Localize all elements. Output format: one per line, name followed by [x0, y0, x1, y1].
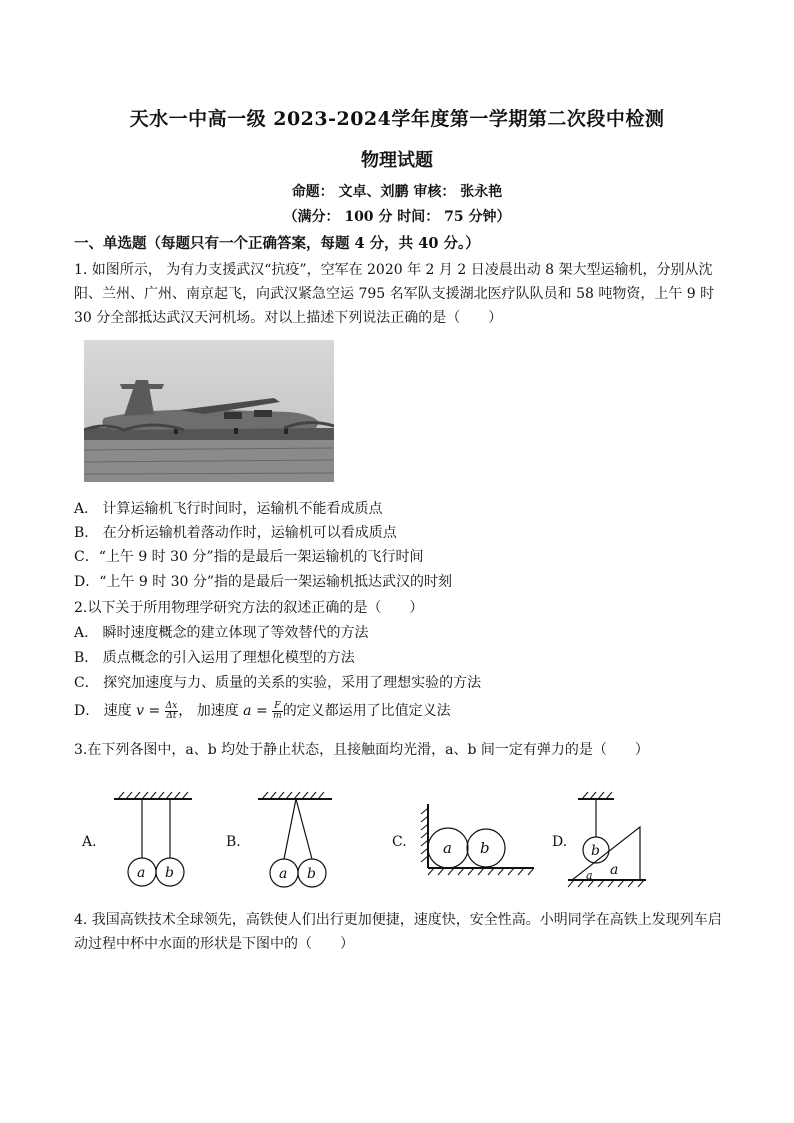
ball-b: b	[165, 865, 174, 881]
velocity-numerator: Δx	[165, 700, 178, 711]
velocity-fraction	[165, 702, 179, 721]
exam-meta: （满分： 100 分 时间： 75 分钟）	[283, 209, 511, 225]
acceleration-numerator: F	[272, 702, 283, 712]
q2-option-d-mid: ， 加速度	[178, 703, 244, 719]
ball-b: b	[591, 843, 600, 859]
velocity-eq: v =	[136, 703, 165, 719]
q1-option-d: D．“上午 9 时 30 分”指的是最后一架运输机抵达武汉的时刻	[74, 574, 453, 590]
acceleration-fraction	[272, 702, 283, 721]
q1-option-b: B． 在分析运输机着落动作时，运输机可以看成质点	[74, 525, 397, 541]
acceleration-denominator: m	[273, 710, 282, 721]
question-3-text: 3.在下列各图中，a、b 均处于静止状态，且接触面均光滑，a、b 间一定有弹力的是（ ）	[74, 742, 649, 758]
ball-a: a	[443, 839, 452, 857]
q3-diagram	[74, 782, 654, 897]
ball-b: b	[307, 866, 316, 882]
diagram-c-label: C.	[392, 834, 407, 850]
diagram-b	[226, 792, 332, 887]
diagram-d-label: D.	[552, 834, 568, 850]
ball-a: a	[279, 866, 288, 882]
acceleration-eq: a =	[243, 703, 273, 719]
question-1-text: 1. 如图所示， 为有力支援武汉“抗疫”，空军在 2020 年 2 月 2 日凌晨出动 8 架大型运输机，分别从沈阳、兰州、广州、南京起飞，向武汉紧急空运 795 名军队支援湖北医疗队队员和 58 吨物资，上午 9 时 30 分全部抵达武汉天河机场。对以上描述下列说法正确的是（ ）	[74, 262, 715, 326]
page-subtitle: 物理试题	[361, 150, 433, 171]
angle-a: a	[586, 869, 593, 882]
q2-option-b: B． 质点概念的引入运用了理想化模型的方法	[74, 650, 355, 666]
q2-option-d-prefix: D． 速度	[74, 703, 137, 719]
ball-b: b	[480, 839, 490, 857]
question-4-text: 4. 我国高铁技术全球领先，高铁使人们出行更加便捷，速度快，安全性高。小明同学在高铁上发现列车启动过程中杯中水面的形状是下图中的（ ）	[74, 912, 722, 952]
q2-option-c: C． 探究加速度与力、质量的关系的实验，采用了理想实验的方法	[74, 675, 482, 691]
diagram-c	[392, 804, 534, 875]
q1-option-a: A． 计算运输机飞行时间时，运输机不能看成质点	[74, 501, 383, 517]
diagram-a	[81, 792, 192, 886]
q1-option-c: C．“上午 9 时 30 分”指的是最后一架运输机的飞行时间	[74, 549, 424, 565]
diagram-b-label: B.	[226, 834, 241, 850]
page-title: 天水一中高一级 2023-2024学年度第一学期第二次段中检测	[129, 108, 665, 130]
aircraft-photo	[84, 340, 334, 482]
velocity-denominator: Δt	[166, 710, 177, 721]
question-2-text: 2.以下关于所用物理学研究方法的叙述正确的是（ ）	[74, 600, 424, 616]
diagram-a-label: A.	[82, 834, 97, 850]
q2-option-a: A． 瞬时速度概念的建立体现了等效替代的方法	[74, 625, 369, 641]
q2-option-d	[74, 700, 451, 721]
incline-a: a	[610, 862, 619, 878]
diagram-d	[552, 792, 646, 887]
section-heading: 一、单选题（每题只有一个正确答案，每题 4 分，共 40 分。）	[74, 235, 480, 252]
ball-a: a	[137, 865, 146, 881]
authors-line: 命题： 文卓、刘鹏 审核： 张永艳	[291, 184, 503, 200]
q2-option-d-suffix: 的定义都运用了比值定义法	[282, 703, 451, 719]
